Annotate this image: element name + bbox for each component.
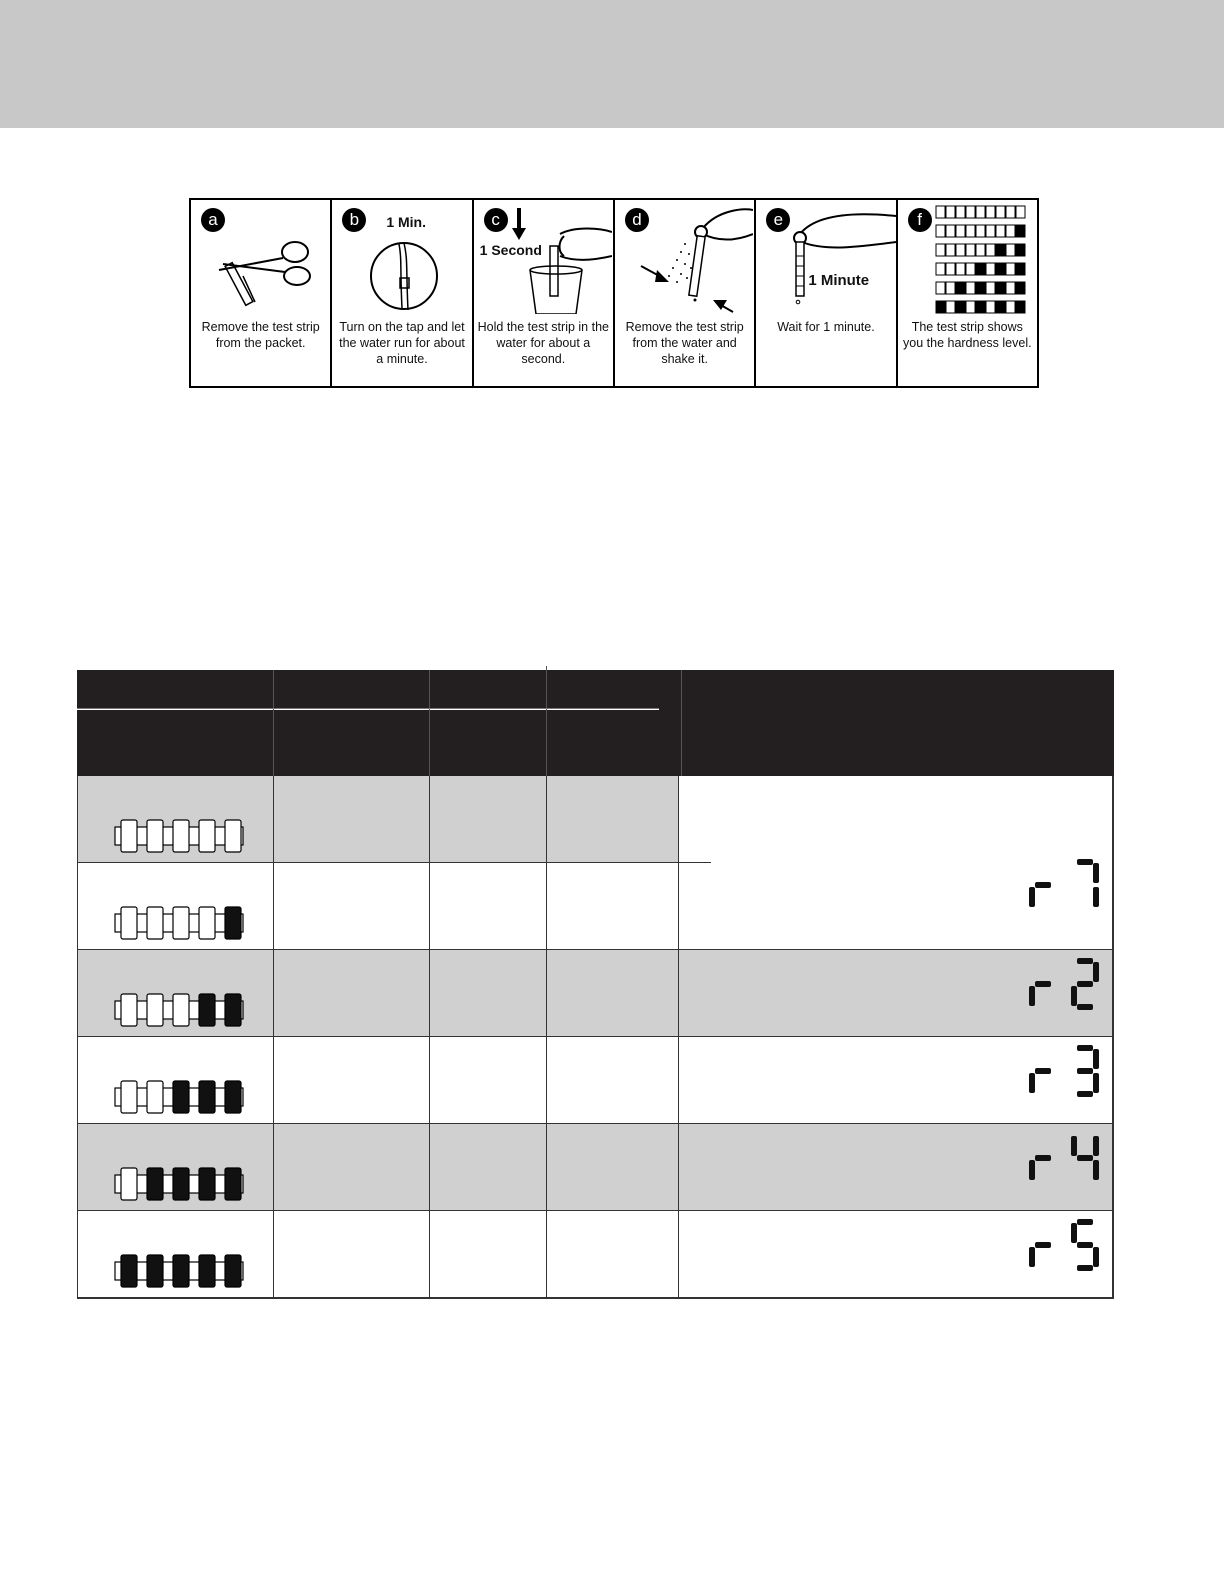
cell-divider [429, 1037, 430, 1124]
cell-divider [429, 863, 430, 950]
mini-test-strip [936, 282, 1025, 294]
header-divider [429, 670, 430, 776]
cell-divider [429, 1124, 430, 1211]
table-row [77, 1211, 1114, 1298]
cell-divider [273, 1124, 274, 1211]
cell-divider [546, 776, 547, 863]
table-border [77, 1297, 1114, 1299]
hardness-table [77, 670, 1114, 1302]
step-e [756, 200, 897, 386]
cell-divider [546, 950, 547, 1037]
shake-icon [633, 204, 753, 314]
table-header-display-column [681, 670, 1114, 776]
header-divider [681, 670, 682, 776]
cell-divider [273, 776, 274, 863]
mini-test-strip [936, 225, 1025, 237]
hardness-display-icon [1027, 1045, 1103, 1097]
step-caption: Turn on the tap and let the water run for about a minute. [339, 320, 465, 366]
cell-divider [546, 1124, 547, 1211]
test-steps-strip [189, 198, 1039, 388]
step-letter: c [484, 208, 508, 232]
cell-divider [678, 1211, 679, 1298]
step-b [332, 200, 473, 386]
step-letter: f [908, 208, 932, 232]
test-strip-icon [113, 1079, 245, 1115]
test-strip-icon [113, 992, 245, 1028]
table-header-gap [659, 708, 681, 776]
tap-icon [368, 240, 440, 312]
step-caption: Remove the test strip from the packet. [201, 320, 320, 350]
top-band [0, 0, 1224, 128]
mini-test-strip [936, 206, 1025, 218]
cell-divider [678, 863, 679, 950]
scissors-icon [213, 236, 313, 312]
cell-divider [546, 863, 547, 950]
cell-divider [546, 1211, 547, 1298]
header-divider [273, 670, 274, 776]
duration-note: 1 Min. [386, 214, 426, 230]
cell-divider [429, 1211, 430, 1298]
cell-divider [273, 1037, 274, 1124]
mini-test-strip [936, 301, 1025, 313]
cell-divider [678, 776, 679, 863]
glass-icon [520, 222, 612, 314]
test-strip-icon [113, 1166, 245, 1202]
cell-divider [429, 950, 430, 1037]
hardness-display-icon [1027, 859, 1103, 911]
duration-note: 1 Minute [808, 272, 870, 289]
cell-divider [273, 863, 274, 950]
table-header-row-2 [77, 710, 659, 776]
duration-note: 1 Second [479, 242, 542, 258]
table-border [77, 776, 78, 1298]
step-letter: b [342, 208, 366, 232]
table-row [77, 863, 1114, 950]
table-row [77, 1124, 1114, 1211]
step-letter: a [201, 208, 225, 232]
step-letter: e [766, 208, 790, 232]
step-f [898, 200, 1037, 386]
test-strip-icon [113, 905, 245, 941]
table-row [77, 1037, 1114, 1124]
table-border [1112, 776, 1114, 1298]
test-strip-icon [113, 818, 245, 854]
table-row [77, 776, 678, 863]
cell-divider [678, 1124, 679, 1211]
hand-strip-icon [786, 206, 896, 310]
step-caption: Remove the test strip from the water and shake it. [625, 320, 744, 366]
header-divider [77, 708, 659, 709]
test-strip-icon [113, 1253, 245, 1289]
cell-divider [678, 950, 679, 1037]
cell-divider [546, 1037, 547, 1124]
cell-divider [273, 1211, 274, 1298]
cell-divider [678, 1037, 679, 1124]
strips-icon [934, 204, 1030, 318]
mini-test-strip [936, 263, 1025, 275]
cell-divider [273, 950, 274, 1037]
step-c [474, 200, 615, 386]
hardness-display-icon [1027, 1219, 1103, 1271]
table-row [77, 950, 1114, 1037]
mini-test-strip [936, 244, 1025, 256]
hardness-display-icon [1027, 1132, 1103, 1184]
step-caption: Hold the test strip in the water for about a second. [477, 320, 609, 366]
hardness-display-icon [1027, 958, 1103, 1010]
step-letter: d [625, 208, 649, 232]
cell-divider [429, 776, 430, 863]
step-caption: Wait for 1 minute. [777, 320, 875, 334]
header-divider [546, 666, 547, 776]
step-d [615, 200, 756, 386]
step-caption: The test strip shows you the hardness level. [903, 320, 1032, 350]
step-a [191, 200, 332, 386]
